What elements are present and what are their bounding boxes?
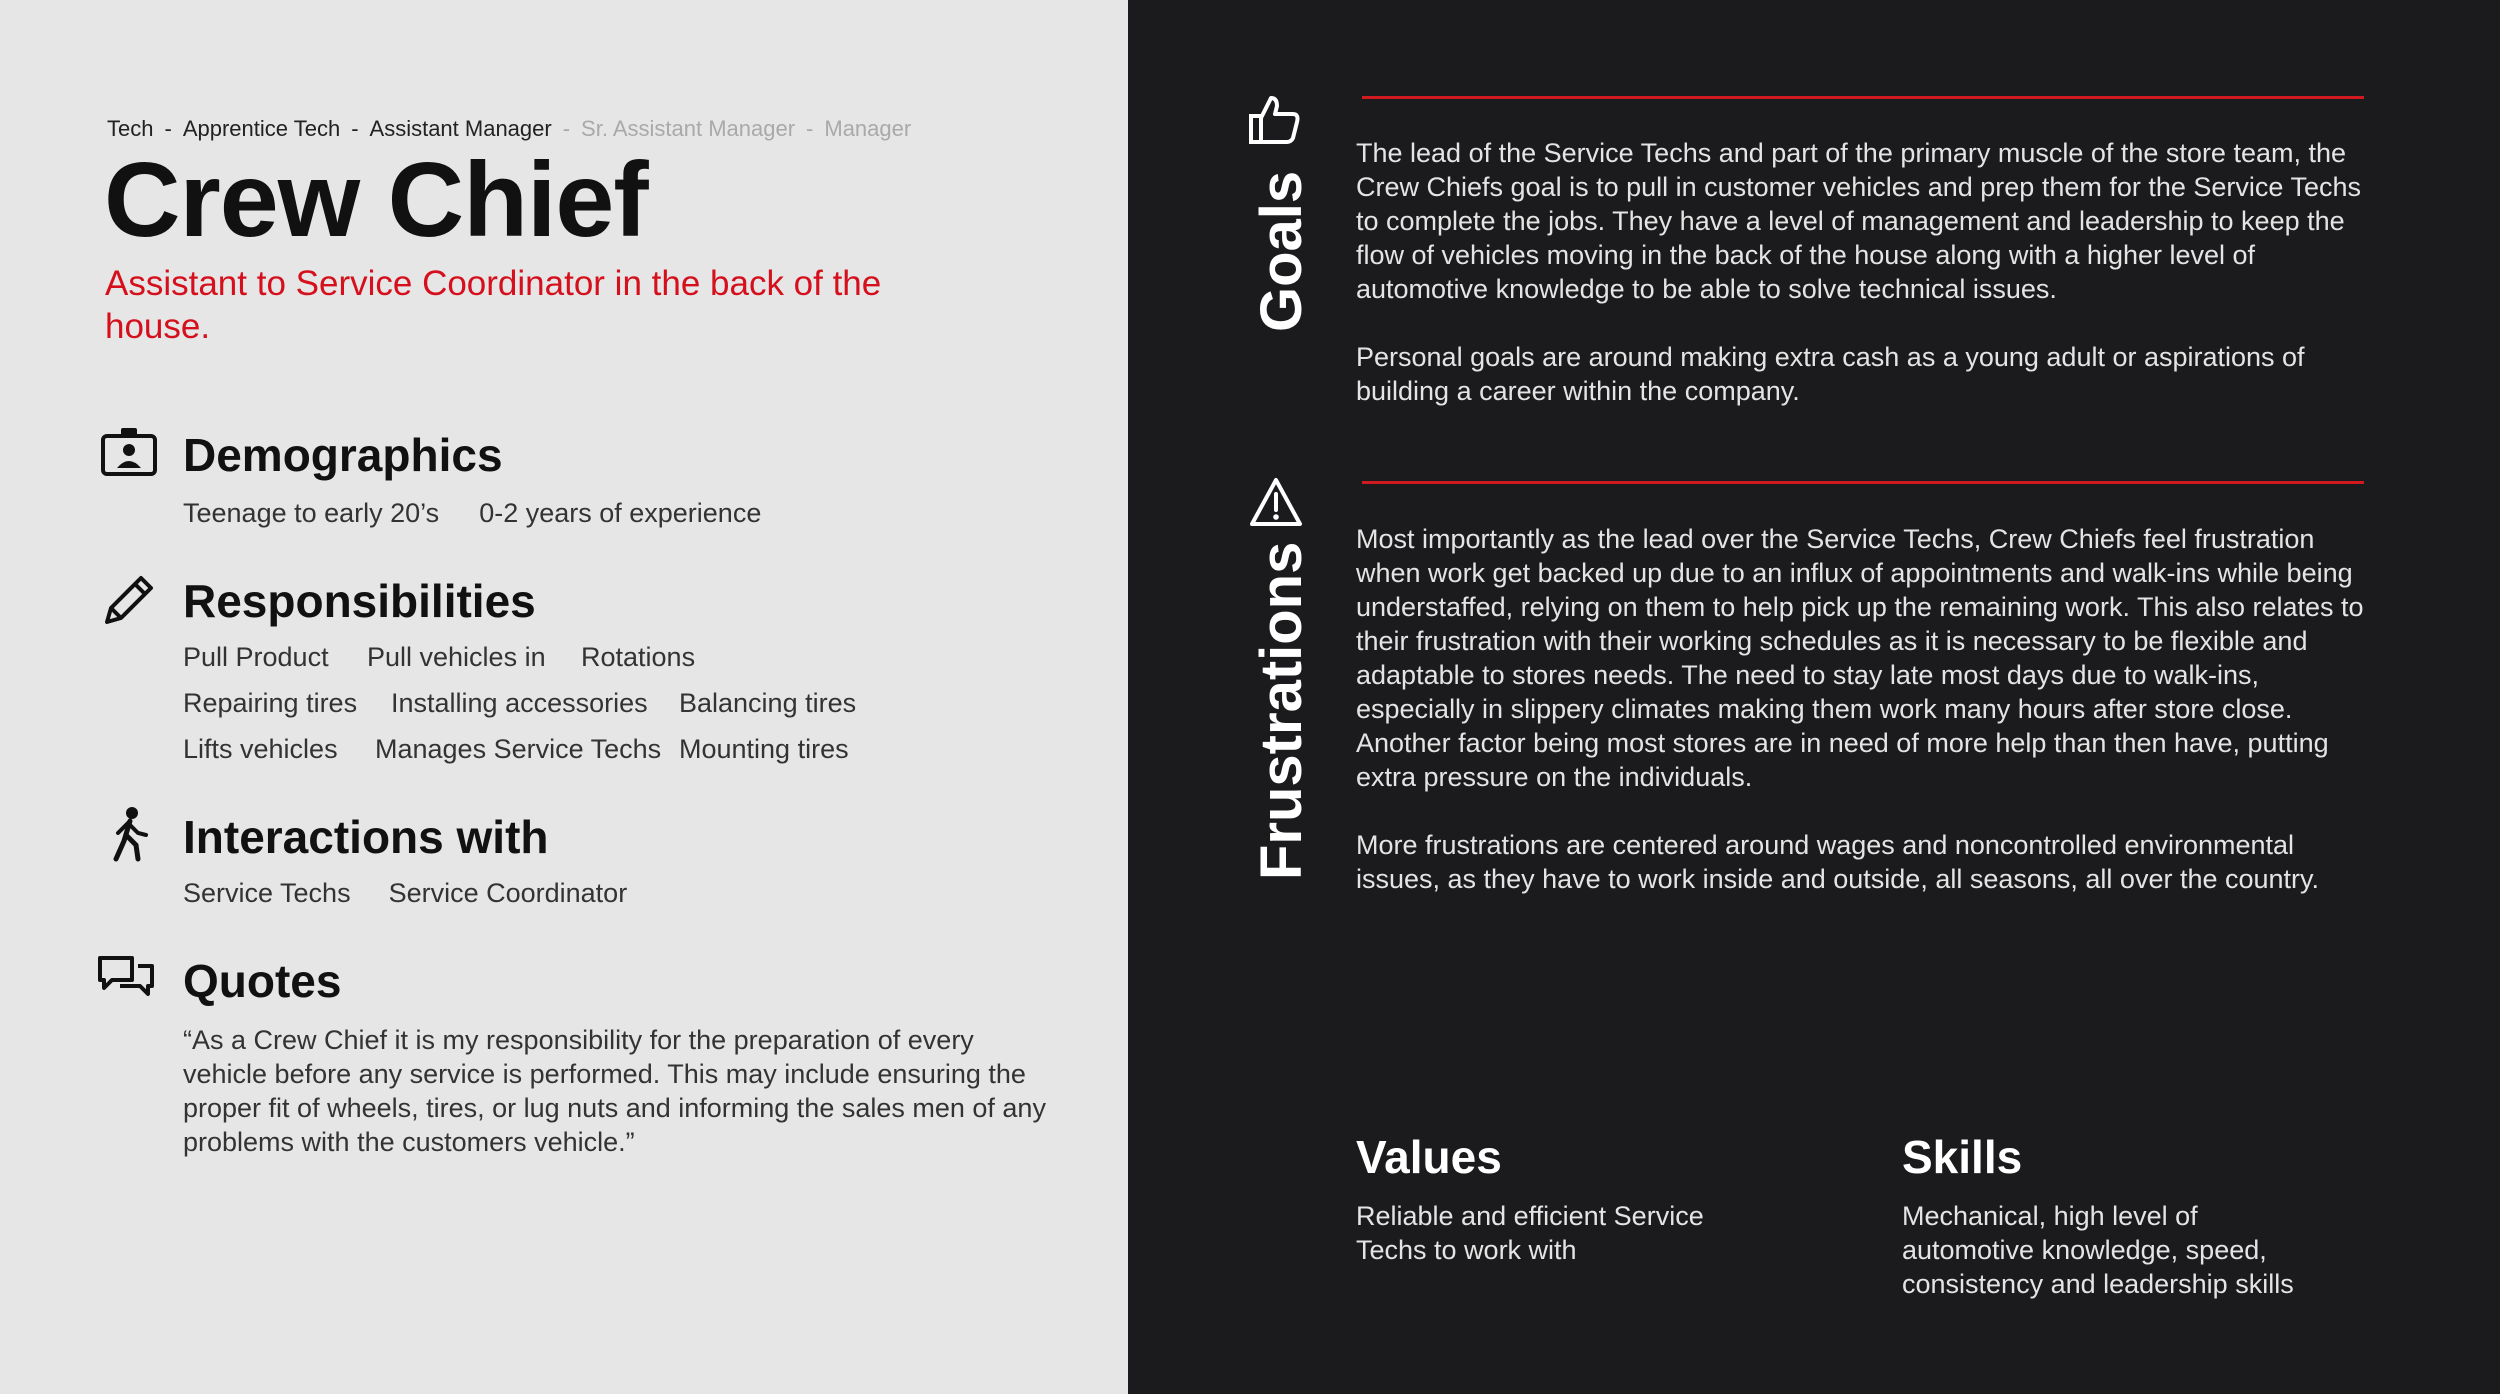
- quotes-heading: Quotes: [183, 955, 342, 1007]
- career-step: Manager: [824, 116, 912, 141]
- responsibility-item: Lifts vehicles: [183, 734, 338, 764]
- frustrations-paragraph: Most importantly as the lead over the Service Techs, Crew Chiefs feel frustration when work get backed up due to an influx of appointments and walk-ins while being understaffed, relying on them to help pick up the remaining work. This also relates to their frustration with their working schedules as it is necessary to be flexible and adaptable to stores needs. The need to stay late most days due to walk-ins, especially in slippery climates making them work many hours after store close. Another factor being most stores are in need of more help than then have, putting extra pressure on the individuals.: [1356, 524, 2364, 792]
- responsibility-item: Pull Product: [183, 642, 329, 672]
- persona-left-panel: [0, 0, 1128, 1394]
- quote-text: “As a Crew Chief it is my responsibility for the preparation of every vehicle before any service is performed. This may include ensuring the proper fit of wheels, tires, or lug nuts and informing the sales men of any problems with the customers vehicle.”: [183, 1025, 1046, 1157]
- skills-heading: Skills: [1902, 1131, 2023, 1183]
- warning-triangle-icon: [1249, 476, 1303, 528]
- responsibilities-heading: Responsibilities: [183, 575, 536, 627]
- responsibilities-row: [183, 734, 849, 765]
- responsibility-item: Repairing tires: [183, 688, 358, 718]
- pencil-icon: [99, 570, 159, 630]
- career-step: Sr. Assistant Manager: [581, 116, 796, 141]
- id-badge-icon: [99, 424, 159, 484]
- frustrations-divider: [1362, 481, 2364, 484]
- responsibility-item: Balancing tires: [679, 688, 857, 718]
- responsibility-item: Manages Service Techs: [375, 734, 662, 764]
- career-separator: -: [806, 116, 814, 141]
- walking-person-icon: [100, 805, 160, 865]
- responsibilities-row: [183, 688, 856, 719]
- responsibility-item: Mounting tires: [679, 734, 849, 764]
- career-separator: -: [351, 116, 359, 141]
- responsibility-item: Rotations: [581, 642, 696, 672]
- career-step: Apprentice Tech: [182, 116, 341, 141]
- interaction-item: Service Coordinator: [388, 878, 628, 908]
- career-separator: -: [562, 116, 571, 141]
- career-separator: -: [164, 116, 172, 141]
- goals-text: [1356, 136, 2366, 408]
- demographic-item: 0-2 years of experience: [479, 498, 762, 528]
- demographics-heading: Demographics: [183, 429, 503, 481]
- career-step-current: Assistant Manager: [369, 116, 552, 141]
- career-path: [107, 116, 911, 142]
- interactions-heading: Interactions with: [183, 811, 549, 863]
- values-heading: Values: [1356, 1131, 1502, 1183]
- demographic-item: Teenage to early 20’s: [183, 498, 440, 528]
- frustrations-text: [1356, 522, 2366, 896]
- demographics-items: [183, 498, 761, 529]
- persona-subtitle: Assistant to Service Coordinator in the back of the house.: [105, 264, 882, 346]
- goals-paragraph: Personal goals are around making extra cash as a young adult or aspirations of building a career within the company.: [1356, 342, 2305, 406]
- interaction-item: Service Techs: [183, 878, 351, 908]
- frustrations-heading: Frustrations: [1249, 541, 1314, 880]
- interactions-items: [183, 878, 627, 909]
- frustrations-paragraph: More frustrations are centered around wages and noncontrolled environmental issues, as they have to work inside and outside, all seasons, all over the country.: [1356, 830, 2320, 894]
- responsibility-item: Pull vehicles in: [367, 642, 546, 672]
- chat-bubbles-icon: [96, 952, 156, 1012]
- thumbs-up-icon: [1247, 92, 1303, 148]
- persona-title: Crew Chief: [104, 141, 648, 259]
- goals-paragraph: The lead of the Service Techs and part of the primary muscle of the store team, the Crew Chiefs goal is to pull in customer vehicles and prep them for the Service Techs to complete the jobs. They have a level of management and leadership to keep the flow of vehicles moving in the back of the house along with a higher level of automotive knowledge to be able to solve technical issues.: [1356, 138, 2361, 304]
- goals-divider: [1362, 96, 2364, 99]
- responsibility-item: Installing accessories: [391, 688, 648, 718]
- skills-text: Mechanical, high level of automotive knowledge, speed, consistency and leadership skills: [1902, 1201, 2294, 1299]
- goals-heading: Goals: [1249, 170, 1314, 332]
- values-text: Reliable and efficient Service Techs to work with: [1356, 1201, 1704, 1265]
- career-step: Tech: [107, 116, 154, 141]
- responsibilities-row: [183, 642, 695, 673]
